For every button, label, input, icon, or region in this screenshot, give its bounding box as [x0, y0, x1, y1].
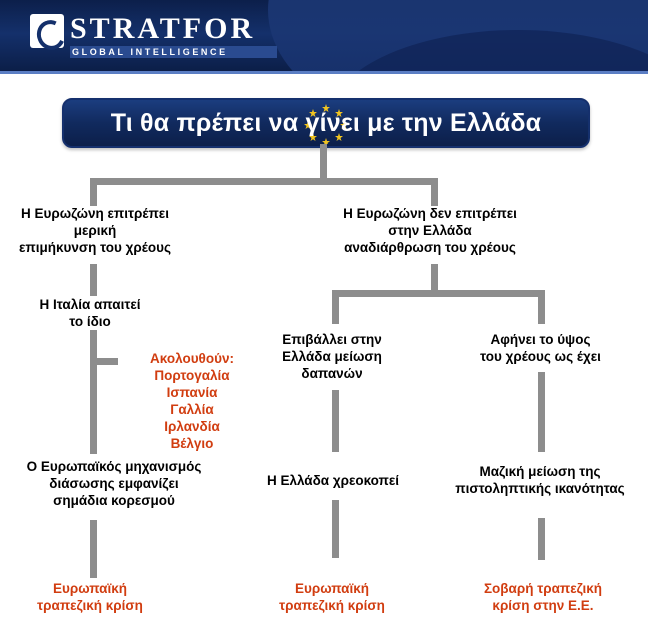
node-eurozone-refuses-line1: Η Ευρωζώνη δεν επιτρέπει — [343, 206, 517, 221]
connector-default-to-outcome — [332, 500, 339, 558]
outcome-european-banking-crisis-left — [10, 580, 170, 614]
node-italy-demands-same — [10, 296, 170, 330]
node-greece-defaults — [238, 472, 428, 489]
node-default-line1: Η Ελλάδα χρεοκοπεί — [266, 473, 400, 488]
logo-text-block — [70, 14, 277, 58]
node-eurozone-refuses-line2: στην Ελλάδα — [388, 223, 472, 238]
connector-mech-to-outcome — [90, 520, 97, 578]
outcome-right-line1: Σοβαρή τραπεζική — [483, 581, 603, 596]
connector-title-trunk — [320, 144, 327, 178]
connector-top-split — [90, 178, 438, 185]
connector-leave-to-rating — [538, 372, 545, 452]
node-rating-line1: Μαζική μείωση της — [479, 464, 601, 479]
outcome-severe-eu-banking-crisis — [448, 580, 638, 614]
node-rescue-mechanism — [0, 458, 228, 509]
node-followers-heading: Ακολουθούν: — [150, 351, 234, 366]
node-leave-line1: Αφήνει το ύψος — [490, 332, 591, 347]
node-eurozone-refuses — [310, 205, 550, 256]
connector-to-left-branch — [90, 178, 97, 206]
connector-right-branch-trunk — [431, 264, 438, 290]
connector-to-leave — [538, 290, 545, 324]
node-rating-line2: πιστοληπτικής ικανότητας — [455, 481, 625, 496]
node-eurozone-allows — [0, 205, 190, 256]
node-italy-line1: Η Ιταλία απαιτεί — [39, 297, 141, 312]
node-cuts-line3: δαπανών — [301, 366, 363, 381]
node-followers-item-belgium: Βέλγιο — [170, 436, 214, 451]
node-spending-cuts — [252, 331, 412, 382]
logo-name: STRATFOR — [70, 12, 256, 45]
chart-title-box — [62, 98, 590, 148]
node-rating-downgrade — [440, 463, 640, 497]
node-followers-item-ireland: Ιρλανδία — [164, 419, 220, 434]
connector-follow-to-mech — [90, 362, 97, 454]
header-banner — [0, 0, 648, 74]
node-followers-item-france: Γαλλία — [170, 402, 214, 417]
node-eurozone-allows-line1: Η Ευρωζώνη επιτρέπει — [21, 206, 169, 221]
node-rescue-line3: σημάδια κορεσμού — [53, 493, 175, 508]
stratfor-logo — [30, 14, 277, 58]
node-followers-item-portugal: Πορτογαλία — [154, 368, 230, 383]
connector-right-split — [332, 290, 545, 297]
node-rescue-line1: Ο Ευρωπαϊκός μηχανισμός — [26, 459, 202, 474]
node-followers-list — [122, 350, 262, 452]
node-eurozone-refuses-line3: αναδιάρθρωση του χρέους — [344, 240, 516, 255]
connector-to-right-branch — [431, 178, 438, 206]
stratfor-swoosh-icon — [30, 14, 64, 48]
connector-to-cuts — [332, 290, 339, 324]
logo-subtitle: GLOBAL INTELLIGENCE — [70, 46, 277, 58]
node-eurozone-allows-line2: μερική — [73, 223, 117, 238]
node-debt-unchanged — [458, 331, 623, 365]
node-leave-line2: του χρέους ως έχει — [480, 349, 601, 364]
node-italy-line2: το ίδιο — [69, 314, 111, 329]
outcome-right-line2: κρίση στην Ε.Ε. — [492, 598, 594, 613]
connector-cuts-to-default — [332, 390, 339, 452]
node-cuts-line2: Ελλάδα μείωση — [282, 349, 382, 364]
outcome-left-line1: Ευρωπαϊκή — [52, 581, 128, 596]
outcome-mid-line2: τραπεζική κρίση — [279, 598, 385, 613]
node-eurozone-allows-line3: επιμήκυνση του χρέους — [19, 240, 171, 255]
outcome-mid-line1: Ευρωπαϊκή — [294, 581, 370, 596]
outcome-european-banking-crisis-mid — [252, 580, 412, 614]
outcome-left-line2: τραπεζική κρίση — [37, 598, 143, 613]
node-cuts-line1: Επιβάλλει στην — [282, 332, 382, 347]
chart-title: Τι θα πρέπει να γίνει με την Ελλάδα — [110, 108, 542, 137]
node-followers-item-spain: Ισπανία — [166, 385, 218, 400]
node-rescue-line2: διάσωσης εμφανίζει — [49, 476, 179, 491]
header-divider — [0, 71, 648, 74]
connector-rating-to-outcome — [538, 518, 545, 560]
connector-left-to-italy — [90, 264, 97, 296]
